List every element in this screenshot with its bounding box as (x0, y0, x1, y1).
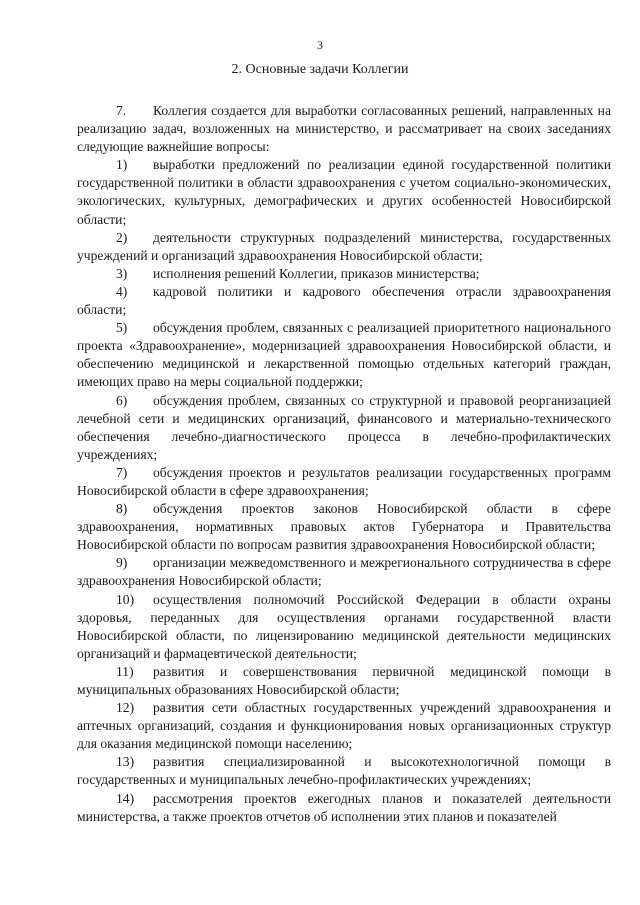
paragraph-text: обсуждения проблем, связанных с реализацией приоритетного национального проекта «Здравоохранение», модернизацией здравоохранения Новосибирской области, и обеспечению медицинской и лекарственной помощью отдельных категорий граждан, имеющих право на меры социальной поддержки; (77, 320, 611, 390)
paragraph-number: 7. (116, 103, 127, 118)
paragraph-text: организации межведомственного и межрегионального сотрудничества в сфере здравоохранения Новосибирской области; (77, 555, 611, 589)
section-title: 2. Основные задачи Коллегии (231, 62, 409, 77)
paragraph (77, 102, 611, 156)
paragraph-number: 5) (116, 320, 128, 336)
paragraph (77, 229, 611, 265)
paragraph-text: обсуждения проектов законов Новосибирской области в сфере здравоохранения, нормативных правовых актов Губернатора и Правительства Новосибирской области по вопросам развития здравоохранения Новосибирской области; (77, 501, 611, 553)
paragraph-number: 9) (116, 555, 128, 571)
paragraph (77, 753, 611, 789)
paragraph (77, 319, 611, 391)
paragraph-text: осуществления полномочий Российской Федерации в области охраны здоровья, переданных для осуществления органами государственной власти Новосибирской области, по лицензированию медицинской деятельности медицинских организаций и фармацевтической деятельности; (77, 591, 611, 661)
paragraph-text: выработки предложений по реализации единой государственной политики государственной политики в области здравоохранения с учетом социально-экономических, экологических, культурных, демографических и других особенностей Новосибирской области; (77, 157, 611, 227)
paragraph (77, 283, 611, 319)
paragraph-number: 10) (116, 591, 135, 607)
paragraph (77, 790, 611, 826)
paragraph-text: кадровой политики и кадрового обеспечения отрасли здравоохранения области; (77, 283, 611, 318)
paragraph-number: 13) (116, 754, 135, 770)
paragraph-number: 7) (116, 464, 128, 480)
paragraph-text: развития сети областных государственных учреждений здравоохранения и аптечных организаций, создания и функционирования новых организационных структур для оказания медицинской помощи населению; (77, 700, 611, 752)
paragraph-text: Коллегия создается для выработки согласованных решений, направленных на реализацию задач, возложенных на министерство, и рассматривает на своих заседаниях следующие важнейшие вопросы: (77, 103, 611, 155)
paragraph (77, 156, 611, 228)
paragraph (77, 591, 611, 663)
paragraph (77, 554, 611, 590)
paragraph-text: развития специализированной и высокотехнологичной помощи в государственных и муниципальных лечебно-профилактических учреждениях; (77, 754, 611, 788)
paragraph-number: 11) (116, 663, 134, 679)
paragraph (77, 464, 611, 500)
paragraph-number: 8) (116, 501, 128, 517)
paragraph (77, 500, 611, 554)
paragraph (77, 699, 611, 753)
paragraph-text: деятельности структурных подразделений министерства, государственных учреждений и организаций здравоохранения Новосибирской области; (77, 229, 611, 263)
paragraph (77, 265, 611, 283)
paragraph-text: обсуждения проблем, связанных со структурной и правовой реорганизацией лечебной сети и медицинских организаций, финансового и материально-технического обеспечения лечебно-диагностического процесса в лечебно-профилактических учреждениях; (77, 392, 611, 462)
paragraph (77, 663, 611, 699)
paragraph-number: 6) (116, 392, 128, 408)
paragraph-number: 3) (116, 265, 128, 281)
paragraph-number: 2) (116, 229, 128, 245)
paragraph-number: 12) (116, 700, 135, 716)
paragraph-text: обсуждения проектов и результатов реализации государственных программ Новосибирской области в сфере здравоохранения; (77, 464, 611, 498)
paragraph-number: 4) (116, 283, 128, 299)
paragraph-number: 14) (116, 790, 135, 806)
body-text (77, 102, 611, 826)
paragraph-text: исполнения решений Коллегии, приказов министерства; (153, 265, 480, 281)
paragraph-text: развития и совершенствования первичной медицинской помощи в муниципальных образованиях Новосибирской области; (77, 663, 611, 697)
paragraph-text: рассмотрения проектов ежегодных планов и показателей деятельности министерства, а также проектов отчетов об исполнении этих планов и показателей (77, 790, 611, 824)
paragraph (77, 392, 611, 464)
page-number: 3 (317, 38, 323, 52)
paragraph-number: 1) (116, 157, 128, 173)
